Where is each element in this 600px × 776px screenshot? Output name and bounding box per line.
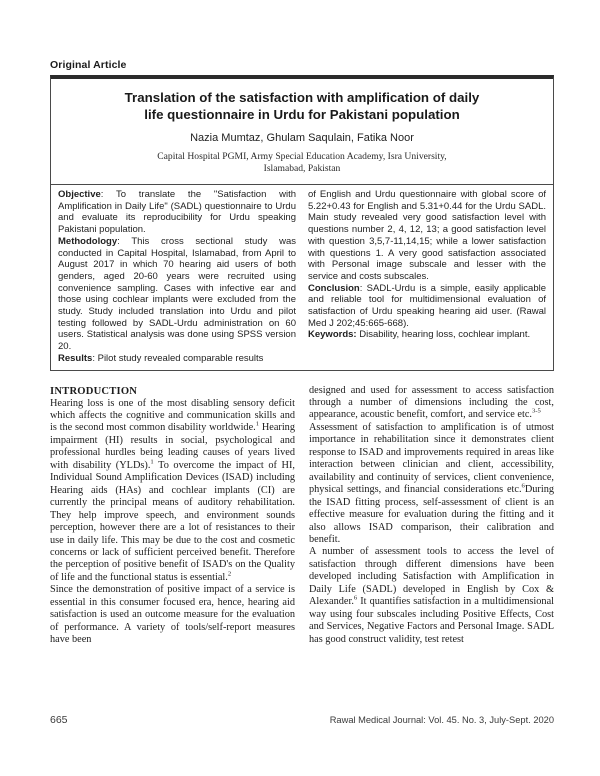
abstract-keywords [308,329,546,341]
abstract-conclusion-label: Conclusion [308,282,360,294]
abstract-methodology-label: Methodology [58,235,118,247]
footer-journal-citation: Rawal Medical Journal: Vol. 45. No. 3, July-Sept. 2020 [329,715,554,725]
page-footer [50,714,554,726]
abstract-results-continued: of English and Urdu questionnaire with global score of 5.22+0.43 for English and 5.31+0.44 for the Urdu SADL. Main study revealed very good satisfaction level with questions number 2, 4, 12, 13; a good satisfaction level with question 3,5,7-11,14,15; while a lower satisfaction with questions 1. A very good satisfaction associated with Personal image subscale and lesser with the service and costs subscales. [308,189,546,282]
abstract-keywords-text: Disability, hearing loss, cochlear implant. [356,329,531,341]
intro-paragraph-1 [50,398,295,585]
abstract-column-right [308,189,546,365]
title-line-1: Translation of the satisfaction with amplification of daily [124,90,480,105]
title-block [50,75,554,185]
abstract-methodology-text: : This cross sectional study was conducted in Capital Hospital, Islamabad, from April to August 2017 in which 70 hearing aid users of both genders, aged 20-60 years were recruited using convenience sampling. Cases with infective ear and those using cochlear implants were excluded from the study. Study included translation into Urdu and pilot testing followed by SADL-Urdu administration on 60 users. Statistical analysis was done using SPSS version 20. [58,235,296,353]
abstract-methodology [58,236,296,353]
abstract-objective [58,189,296,236]
citation-ref: 1 [150,458,154,466]
page-title [65,90,539,123]
citation-ref: 6 [521,482,525,490]
abstract-conclusion-text: : SADL-Urdu is a simple, easily applicable and reliable tool for multidimensional evaluation of satisfaction of Urdu speaking hearing aid user. (Rawal Med J 202;45:665-668). [308,282,546,329]
intro-p5-part-a: A number of assessment tools to access the level of satisfaction through different dimensions have been developed including Satisfaction with Amplification in Daily Life (SADL) developed in English by Cox & Alexander. [309,546,554,608]
affiliation-line-2: Islamabad, Pakistan [263,163,341,174]
intro-p1-part-c: To overcome the impact of HI, Individual Sound Amplification Devices (ISAD) including Hearing aids (HAs) and cochlear implants (CI) are currently the principal means of auditory rehabilitation. They help improve speech, and environment sounds perception, however there are a lot of resistances to their use in daily life. This may be due to the cost and cosmetic concerns or lack of sufficient perceived benefit. Therefore the perception of positive benefit of ISAD's on the Quality of life and the functional status is essential. [50,459,295,583]
page-content [50,0,554,647]
intro-paragraph-3 [309,385,554,422]
citation-ref: 1 [255,421,260,429]
affiliation-block [65,151,539,175]
intro-p1-part-a: Hearing loss is one of the most disabling sensory deficit which affects the cognitive and communication skills and is the second most common disability worldwide. [50,397,295,434]
abstract-objective-text: : To translate the "Satisfaction with Amplification in Daily Life" (SADL) questionnaire to Urdu and evaluate its reproducibility for Urdu speaking Pakistani population. [58,189,296,236]
author-list: Nazia Mumtaz, Ghulam Saqulain, Fatika Noor [190,132,414,144]
intro-paragraph-5 [309,546,554,646]
intro-paragraph-2: Since the demonstration of positive impact of a service is essential in this consumer focused era, hence, hearing aid satisfaction is used an outcome measure for the evaluation of performance. A variety of tools/self-report measures have been [50,584,295,646]
article-type-kicker: Original Article [50,59,127,71]
abstract-objective-label: Objective [58,189,101,200]
section-heading-introduction: INTRODUCTION [50,385,138,397]
intro-p3-part-a: designed and used for assessment to access satisfaction through a number of dimensions including the cost, appearance, acoustic benefit, comfort, and service etc. [309,384,554,421]
body-column-right [309,385,554,647]
intro-p4-part-a: Assessment of satisfaction to amplification is of utmost importance in rehabilitation since it demonstrates client response to ISAD and improvements required in areas like interaction between clinician and client, accessibility, availability and continuity of services, client convenience, physical settings, and financial considerations etc. [309,421,554,496]
footer-page-number: 665 [50,714,68,726]
abstract-keywords-label: Keywords: [308,329,357,341]
citation-ref: 6 [353,594,358,602]
intro-p1-part-b: Hearing impairment (HI) results in social, psychological and professional hurdles being leading causes of years lived with disability (YLDs). [50,422,295,471]
affiliation-line-1: Capital Hospital PGMI, Army Special Education Academy, Isra University, [157,151,447,162]
abstract-conclusion [308,283,546,330]
abstract-results-label: Results [58,352,93,364]
abstract-results [58,353,296,365]
abstract-results-text: : Pilot study revealed comparable results [92,352,264,364]
intro-p4-part-b: During the ISAD fitting process, self-assessment of client is an effective measure for evaluation during the fitting and it also allows ISAD comparison, their calibration and benefit. [309,484,554,545]
intro-paragraph-4 [309,422,554,547]
citation-ref: 2 [227,570,232,578]
citation-ref: 3-5 [531,408,541,416]
body-column-left [50,385,295,647]
abstract-block [50,185,554,371]
title-line-2: life questionnaire in Urdu for Pakistani population [144,106,460,122]
intro-p5-part-b: It quantifies satisfaction in a multidimensional way using four subscales including Positive Effects, Cost and Services, Negative Factors and Personal Image. SADL has good construct validity, test retest [309,596,554,645]
body-columns [50,385,554,647]
abstract-column-left [58,189,296,365]
